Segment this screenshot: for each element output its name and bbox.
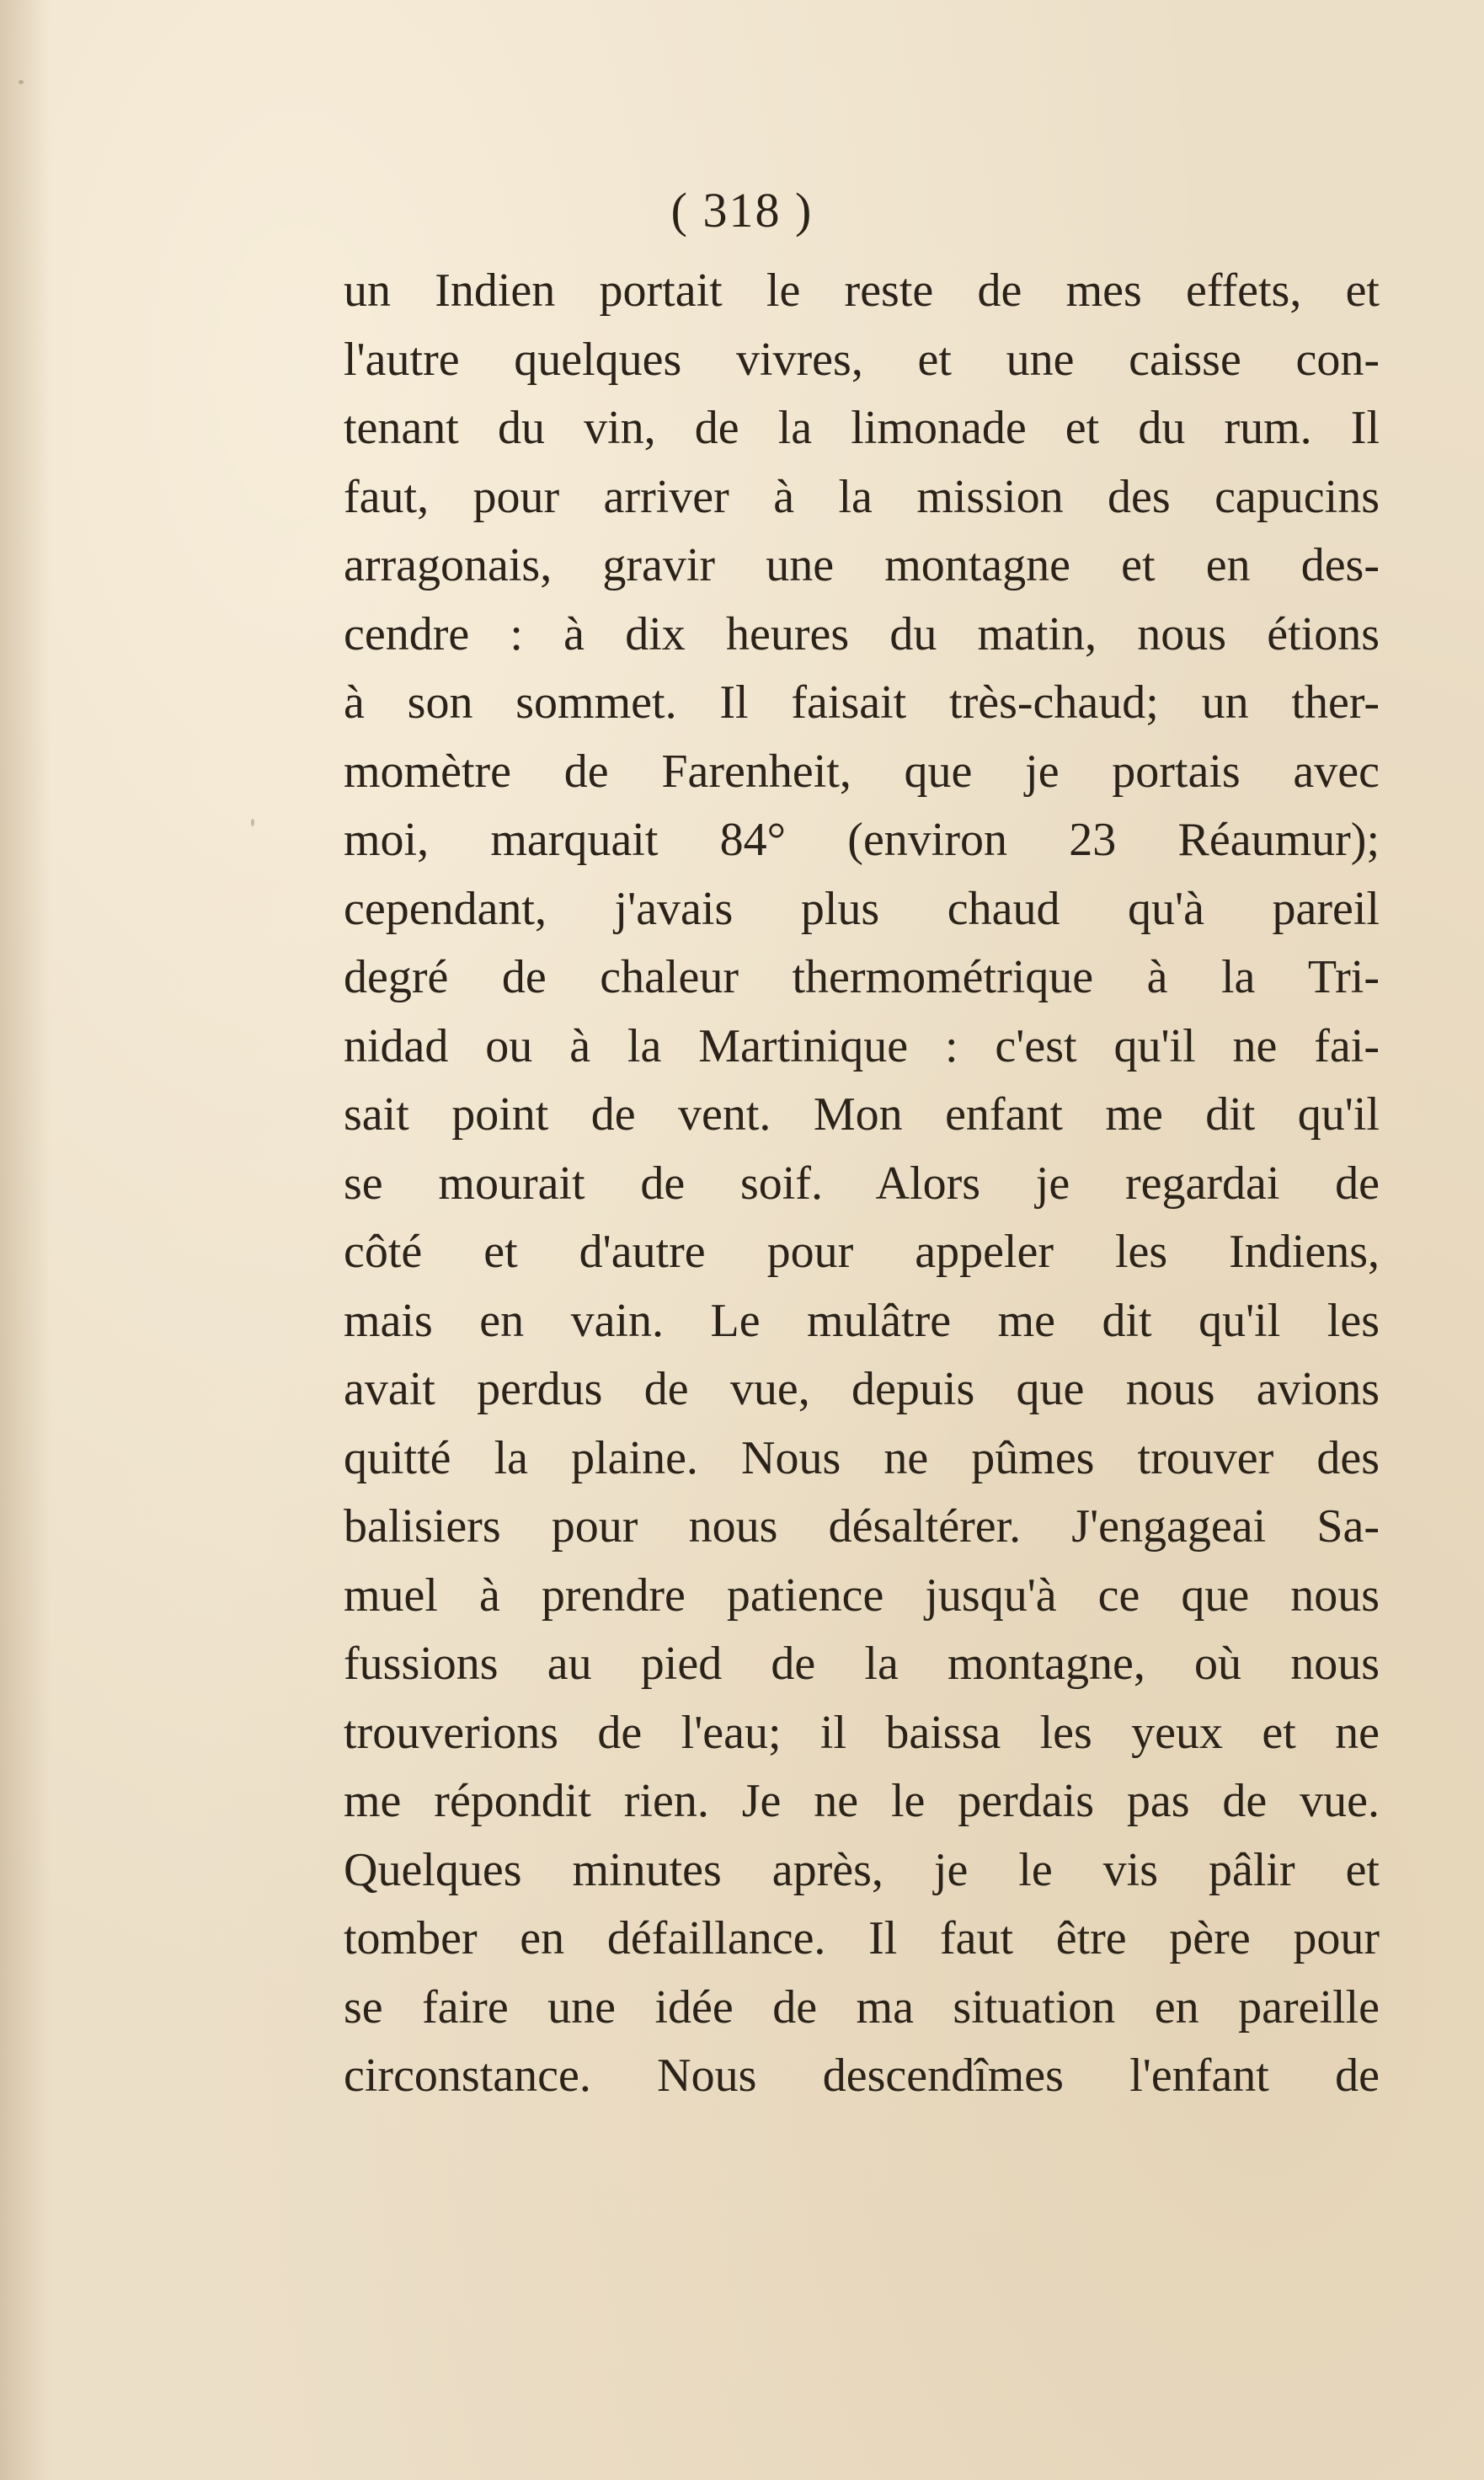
text-line: mais en vain. Le mulâtre me dit qu'il les: [344, 1294, 1380, 1347]
paper-speck: [19, 80, 24, 84]
text-line: faut, pour arriver à la mission des capucins: [344, 470, 1380, 523]
text-line: momètre de Farenheit, que je portais avec: [344, 745, 1380, 798]
body-text: [344, 257, 1380, 2111]
text-line: arragonais, gravir une montagne et en des-: [344, 539, 1380, 591]
text-line: quitté la plaine. Nous ne pûmes trouver des: [344, 1431, 1380, 1484]
page-edge-shadow: [0, 0, 51, 2480]
text-line: un Indien portait le reste de mes effets, et: [344, 265, 1380, 317]
text-line: avait perdus de vue, depuis que nous avions: [344, 1363, 1380, 1415]
text-line: me répondit rien. Je ne le perdais pas de vue.: [344, 1775, 1380, 1827]
page-number: ( 318 ): [670, 183, 814, 238]
text-line: tenant du vin, de la limonade et du rum. Il: [344, 402, 1380, 454]
text-line: se faire une idée de ma situation en pareille: [344, 1980, 1380, 2034]
text-line: trouverions de l'eau; il baissa les yeux et ne: [344, 1706, 1380, 1759]
text-line: l'autre quelques vivres, et une caisse con-: [344, 333, 1380, 386]
text-line: nidad ou à la Martinique : c'est qu'il ne fai-: [344, 1019, 1380, 1072]
text-line: balisiers pour nous désaltérer. J'engageai Sa-: [344, 1500, 1380, 1553]
paper-speck: [251, 819, 254, 826]
text-line: Quelques minutes après, je le vis pâlir et: [344, 1843, 1380, 1896]
text-line: cendre : à dix heures du matin, nous étions: [344, 607, 1380, 660]
text-line: fussions au pied de la montagne, où nous: [344, 1638, 1380, 1690]
text-line: moi, marquait 84° (environ 23 Réaumur);: [344, 814, 1380, 866]
text-line: se mourait de soif. Alors je regardai de: [344, 1157, 1380, 1210]
text-line: tomber en défaillance. Il faut être père pour: [344, 1912, 1380, 1964]
text-line: cependant, j'avais plus chaud qu'à pareil: [344, 882, 1380, 935]
text-line: sait point de vent. Mon enfant me dit qu'il: [344, 1088, 1380, 1141]
text-line: circonstance. Nous descendîmes l'enfant de: [344, 2050, 1380, 2102]
text-line: degré de chaleur thermométrique à la Tri-: [344, 951, 1380, 1003]
text-line: à son sommet. Il faisait très-chaud; un ther-: [344, 676, 1380, 729]
text-line: côté et d'autre pour appeler les Indiens,: [344, 1226, 1380, 1278]
text-line: muel à prendre patience jusqu'à ce que nous: [344, 1569, 1380, 1622]
